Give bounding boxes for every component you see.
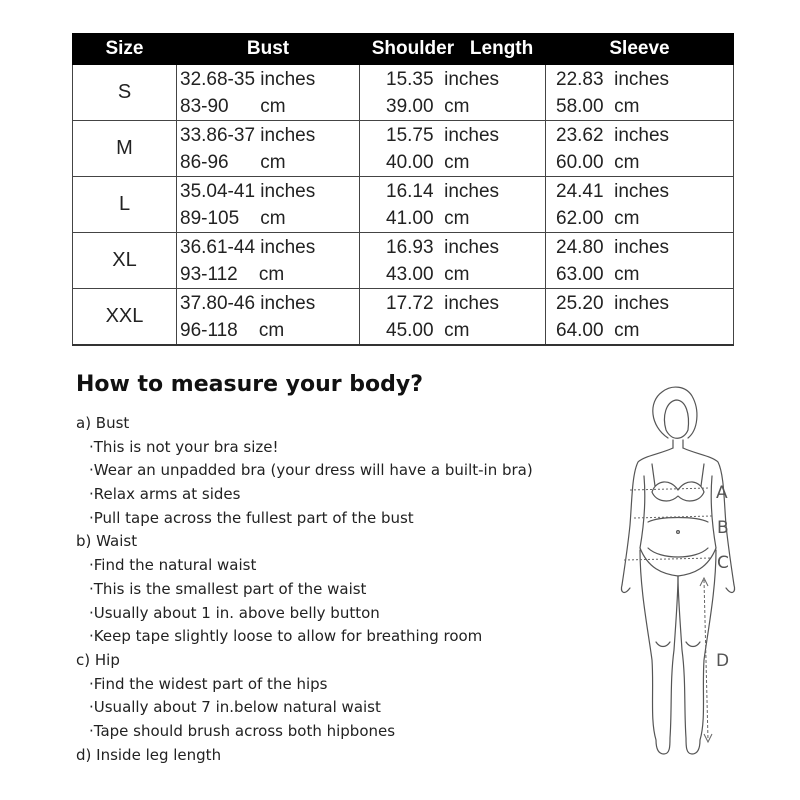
list-item: ·Usually about 7 in.below natural waist	[89, 698, 381, 717]
sleeve-cell	[546, 289, 734, 346]
size-cell: L	[73, 177, 177, 233]
list-item: ·Keep tape slightly loose to allow for breathing room	[89, 627, 483, 646]
sleeve-inches: 25.20 inches	[556, 292, 670, 314]
size-cell: XL	[73, 233, 177, 289]
shoulder-inches: 15.75 inches	[386, 124, 500, 146]
header-size: Size	[73, 34, 177, 65]
sleeve-cell	[546, 65, 734, 121]
shoulder-cm: 40.00 cm	[386, 151, 470, 173]
size-cell: M	[73, 121, 177, 177]
section-bust-label: a) Bust	[76, 414, 130, 432]
bust-inches: 33.86-37 inches	[180, 124, 316, 146]
list-item: ·This is not your bra size!	[89, 437, 279, 456]
shoulder-inches: 16.14 inches	[386, 180, 500, 202]
head-icon	[653, 387, 697, 448]
header-shoulder-length: Shoulder Length	[360, 34, 546, 65]
sleeve-inches: 24.80 inches	[556, 236, 670, 258]
shoulder-cell	[360, 177, 546, 233]
table-header-row	[73, 34, 734, 65]
table-row	[73, 289, 734, 346]
list-item: ·Find the natural waist	[89, 556, 257, 575]
bust-cell	[177, 65, 360, 121]
list-item: ·Pull tape across the fullest part of the bust	[89, 508, 414, 527]
list-item: ·Tape should brush across both hipbones	[89, 721, 396, 740]
table-row	[73, 65, 734, 121]
sleeve-cm: 58.00 cm	[556, 95, 640, 117]
section-waist-label: b) Waist	[76, 532, 138, 551]
bust-cell	[177, 289, 360, 346]
section-inside-leg-label: d) Inside leg length	[76, 745, 222, 764]
shoulder-cell	[360, 65, 546, 121]
bust-inches: 37.80-46 inches	[180, 292, 316, 314]
sleeve-cell	[546, 233, 734, 289]
sleeve-cm: 64.00 cm	[556, 319, 640, 341]
sleeve-cm: 60.00 cm	[556, 151, 640, 173]
bust-cm: 96-118 cm	[180, 319, 285, 341]
list-item: ·Usually about 1 in. above belly button	[89, 603, 380, 622]
table-row	[73, 121, 734, 177]
size-cell: S	[73, 65, 177, 121]
measure-lines	[624, 488, 712, 742]
bust-cm: 86-96 cm	[180, 151, 286, 173]
sleeve-cm: 62.00 cm	[556, 207, 640, 229]
sleeve-inches: 24.41 inches	[556, 180, 670, 202]
header-sleeve: Sleeve	[546, 34, 734, 65]
measurement-instructions	[76, 412, 533, 767]
legs-icon	[640, 550, 716, 754]
bust-measure-line	[630, 488, 710, 490]
label-d: D	[716, 651, 730, 671]
sleeve-inches: 23.62 inches	[556, 124, 670, 146]
bust-cell	[177, 121, 360, 177]
size-chart-table	[72, 33, 734, 346]
bust-cm: 89-105 cm	[180, 207, 286, 229]
shoulder-cell	[360, 289, 546, 346]
list-item: ·Find the widest part of the hips	[89, 674, 328, 693]
table-row	[73, 177, 734, 233]
list-item: ·Relax arms at sides	[89, 485, 241, 504]
sleeve-inches: 22.83 inches	[556, 68, 670, 90]
body-measurement-figure	[600, 380, 750, 780]
shoulder-cm: 41.00 cm	[386, 207, 470, 229]
sleeve-cell	[546, 177, 734, 233]
bust-cell	[177, 177, 360, 233]
header-bust: Bust	[177, 34, 360, 65]
bust-cm: 93-112 cm	[180, 263, 285, 285]
section-hip-label: c) Hip	[76, 650, 120, 669]
shoulder-inches: 16.93 inches	[386, 236, 500, 258]
sleeve-cm: 63.00 cm	[556, 263, 640, 285]
shoulder-cm: 39.00 cm	[386, 95, 470, 117]
label-c: C	[717, 553, 729, 573]
bust-inches: 35.04-41 inches	[180, 180, 316, 202]
shoulder-cm: 45.00 cm	[386, 319, 470, 341]
shoulder-inches: 17.72 inches	[386, 292, 500, 314]
bust-inches: 36.61-44 inches	[180, 236, 316, 258]
shoulder-cm: 43.00 cm	[386, 263, 470, 285]
shoulder-cell	[360, 121, 546, 177]
list-item: ·This is the smallest part of the waist	[89, 579, 367, 598]
sleeve-cell	[546, 121, 734, 177]
bust-cell	[177, 233, 360, 289]
label-b: B	[717, 518, 729, 538]
label-a: A	[716, 483, 728, 503]
shoulder-inches: 15.35 inches	[386, 68, 500, 90]
table-row	[73, 233, 734, 289]
bust-cm: 83-90 cm	[180, 95, 286, 117]
shoulder-cell	[360, 233, 546, 289]
hip-measure-line	[624, 558, 712, 560]
size-cell: XXL	[73, 289, 177, 346]
list-item: ·Wear an unpadded bra (your dress will have a built-in bra)	[89, 461, 533, 480]
bust-inches: 32.68-35 inches	[180, 68, 316, 90]
measure-title: How to measure your body?	[76, 372, 424, 397]
